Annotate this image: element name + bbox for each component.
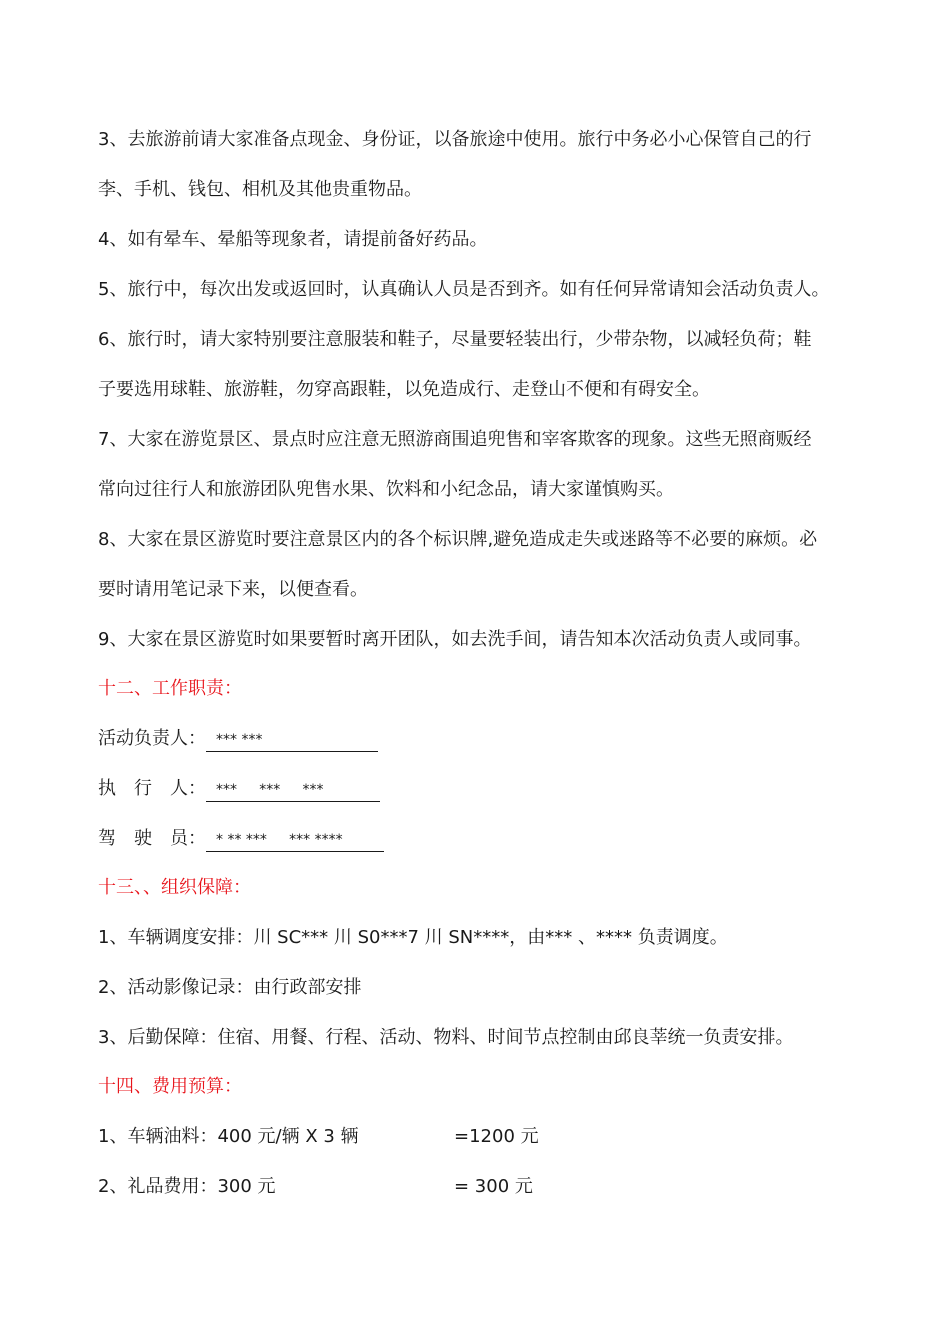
note-8-line-1: 8、大家在景区游览时要注意景区内的各个标识牌,避免造成走失或迷路等不必要的麻烦。必 [98, 529, 818, 550]
org-item-photography: 2、活动影像记录：由行政部安排 [98, 977, 362, 998]
role-label: 活动负责人： [98, 728, 206, 749]
note-6-line-1: 6、旅行时，请大家特别要注意服装和鞋子，尽量要轻装出行，少带杂物，以减轻负荷；鞋 [98, 329, 812, 350]
role-value: *** *** *** [206, 779, 380, 802]
note-3-line-1: 3、去旅游前请大家准备点现金、身份证，以备旅途中使用。旅行中务必小心保管自己的行 [98, 129, 812, 150]
org-item-vehicles: 1、车辆调度安排：川 SC*** 川 S0***7 川 SN****，由*** 、**** 负责调度。 [98, 927, 728, 948]
section-14-heading: 十四、费用预算： [98, 1076, 242, 1097]
role-value: * ** *** *** **** [206, 829, 384, 852]
note-7-line-2: 常向过往行人和旅游团队兜售水果、饮料和小纪念品，请大家谨慎购买。 [98, 479, 674, 500]
role-row-driver [98, 827, 384, 852]
note-9: 9、大家在景区游览时如果要暂时离开团队，如去洗手间，请告知本次活动负责人或同事。 [98, 629, 812, 650]
role-value: *** *** [206, 729, 378, 752]
role-row-executor [98, 777, 380, 802]
section-12-heading: 十二、工作职责： [98, 678, 242, 699]
note-5: 5、旅行中，每次出发或返回时，认真确认人员是否到齐。如有任何异常请知会活动负责人。 [98, 279, 830, 300]
role-label: 执 行 人： [98, 778, 206, 799]
role-label: 驾 驶 员： [98, 828, 206, 849]
note-8-line-2: 要时请用笔记录下来，以便查看。 [98, 579, 368, 600]
budget-total: =1200 元 [454, 1126, 539, 1147]
budget-item: 2、礼品费用：300 元 [98, 1176, 276, 1197]
org-item-logistics: 3、后勤保障：住宿、用餐、行程、活动、物料、时间节点控制由邱良莘统一负责安排。 [98, 1027, 794, 1048]
role-row-leader [98, 727, 378, 752]
section-13-heading: 十三、、组织保障： [98, 877, 251, 898]
note-4: 4、如有晕车、晕船等现象者，请提前备好药品。 [98, 229, 488, 250]
budget-row-gifts [98, 1175, 533, 1199]
note-6-line-2: 子要选用球鞋、旅游鞋，勿穿高跟鞋，以免造成行、走登山不便和有碍安全。 [98, 379, 710, 400]
budget-item: 1、车辆油料：400 元/辆 X 3 辆 [98, 1126, 359, 1147]
note-3-line-2: 李、手机、钱包、相机及其他贵重物品。 [98, 179, 422, 200]
note-7-line-1: 7、大家在游览景区、景点时应注意无照游商围追兜售和宰客欺客的现象。这些无照商贩经 [98, 429, 812, 450]
budget-row-fuel [98, 1125, 539, 1149]
budget-total: = 300 元 [454, 1176, 533, 1197]
